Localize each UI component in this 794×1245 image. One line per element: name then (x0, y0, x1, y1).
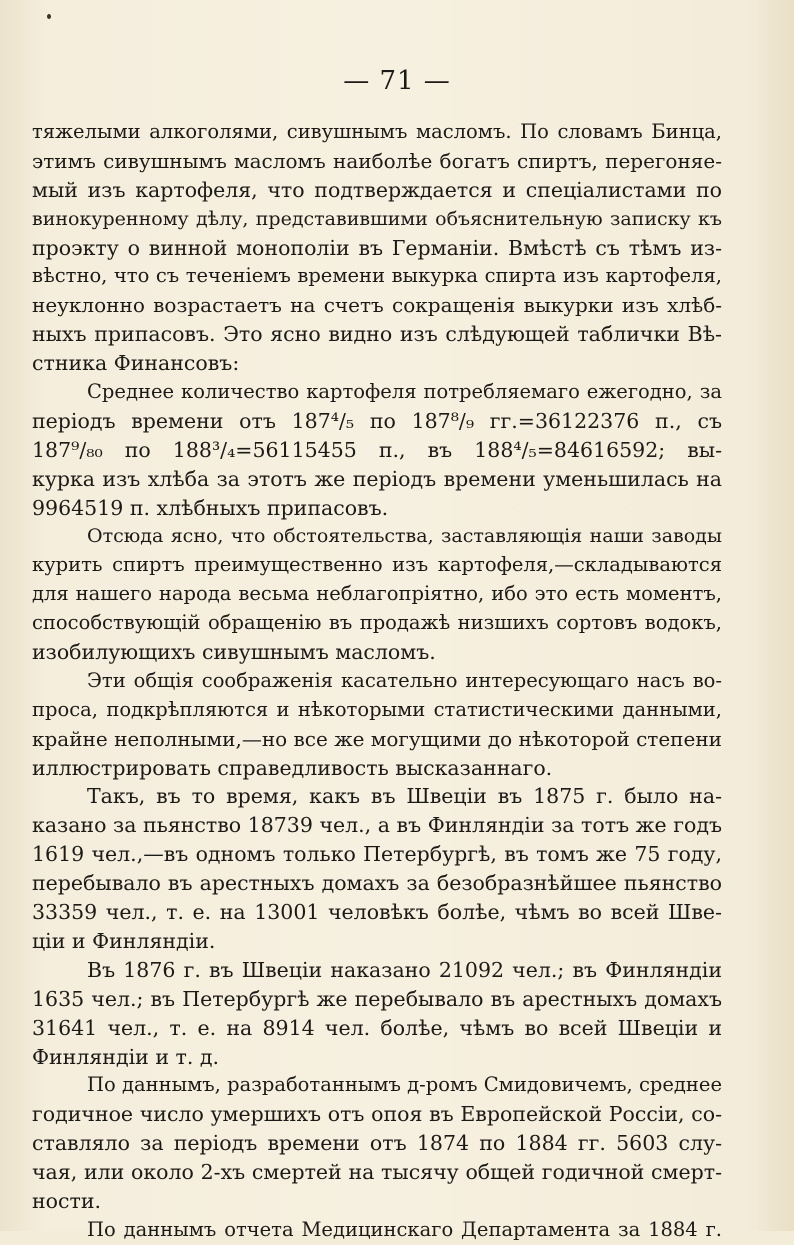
text-line: проэкту о винной монополіи въ Германіи. Вмѣстѣ съ тѣмъ из- (32, 235, 722, 260)
text-line: курка изъ хлѣба за этотъ же періодъ времени уменьшилась на (32, 466, 722, 491)
text-line: для нашего народа весьма неблагопріятно, ибо это есть моментъ, (32, 582, 722, 606)
text-line: 9964519 п. хлѣбныхъ припасовъ. (32, 495, 389, 520)
text-line: казано за пьянство 18739 чел., а въ Финляндіи за тотъ же годъ (32, 813, 722, 838)
text-line: неуклонно возрастаетъ на счетъ сокращенія выкурки изъ хлѣб- (32, 293, 722, 318)
text-line: стника Финансовъ: (32, 351, 240, 376)
text-line: ставляло за періодъ времени отъ 1874 по 1884 гг. 5603 слу- (32, 1131, 722, 1156)
text-line: 33359 чел., т. е. на 13001 человѣкъ болѣе, чѣмъ во всей Шве- (32, 900, 722, 925)
page-number: — 71 — (343, 66, 451, 96)
body-text (32, 118, 722, 1245)
text-line: тяжелыми алкоголями, сивушнымъ масломъ. По словамъ Бинца, (32, 120, 722, 143)
text-line: способствующій обращенію въ продажѣ низшихъ сортовъ водокъ, (32, 611, 722, 635)
text-line: иллюстрировать справедливость высказаннаго. (32, 755, 553, 780)
text-line: проса, подкрѣпляются и нѣкоторыми статистическими данными, (32, 697, 722, 721)
text-line: чая, или около 2-хъ смертей на тысячу общей годичной смерт- (32, 1160, 722, 1185)
text-line: По даннымъ, разработаннымъ д-ромъ Смидовичемъ, среднее (87, 1073, 722, 1097)
text-line: курить спиртъ преимущественно изъ картофеля,—складываются (32, 553, 722, 577)
text-line: ныхъ припасовъ. Это ясно видно изъ слѣдующей таблички Вѣ- (32, 322, 722, 347)
text-line: ціи и Финляндіи. (32, 928, 216, 953)
text-line: 1619 чел.,—въ одномъ только Петербургѣ, въ томъ же 75 году, (32, 842, 722, 867)
text-line: Эти общія соображенія касательно интересующаго насъ во- (87, 668, 722, 692)
ink-speck (47, 14, 51, 19)
text-line: 1635 чел.; въ Петербургѣ же перебывало въ арестныхъ домахъ (32, 986, 722, 1011)
text-line: Среднее количество картофеля потребляемаго ежегодно, за (87, 380, 722, 404)
text-line: вѣстно, что съ теченіемъ времени выкурка спирта изъ картофеля, (32, 264, 722, 288)
text-line: Въ 1876 г. въ Швеціи наказано 21092 чел.; въ Финляндіи (87, 957, 722, 982)
text-line: ности. (32, 1188, 102, 1213)
text-line: 31641 чел., т. е. на 8914 чел. болѣе, чѣмъ во всей Швеціи и (32, 1015, 722, 1040)
text-line: По даннымъ отчета Медицинскаго Департамента за 1884 г. (87, 1217, 722, 1241)
text-line: крайне неполными,—но все же могущими до нѣкоторой степени (32, 726, 722, 751)
text-line: Такъ, въ то время, какъ въ Швеціи въ 1875 г. было на- (87, 784, 722, 809)
text-line: 187⁹/₈₀ по 188³/₄=56115455 п., въ 188⁴/₅=84616592; вы- (32, 437, 722, 462)
text-line: винокуренному дѣлу, представившими объяснительную записку къ (32, 207, 722, 230)
text-line: изобилующихъ сивушнымъ масломъ. (32, 640, 436, 665)
text-line: годичное число умершихъ отъ опоя въ Европейской Россіи, со- (32, 1102, 722, 1127)
text-line: періодъ времени отъ 187⁴/₅ по 187⁸/₉ гг.=36122376 п., съ (32, 408, 722, 433)
text-line: Отсюда ясно, что обстоятельства, заставляющія наши заводы (87, 525, 722, 548)
text-line: Финляндіи и т. д. (32, 1044, 220, 1069)
text-line: этимъ сивушнымъ масломъ наиболѣе богатъ спиртъ, перегоняе- (32, 148, 722, 173)
text-line: мый изъ картофеля, что подтверждается и спеціалистами по (32, 177, 722, 202)
text-line: перебывало въ арестныхъ домахъ за безобразнѣйшее пьянство (32, 871, 722, 896)
